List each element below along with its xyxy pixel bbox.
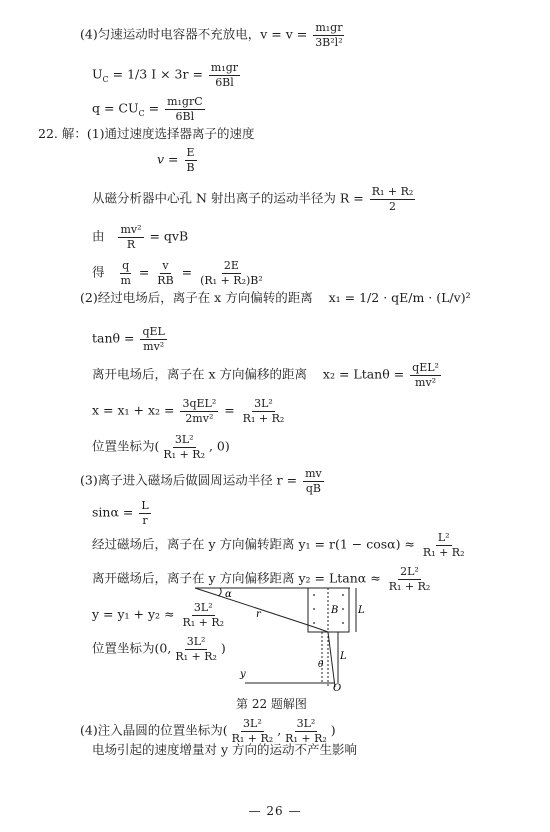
fraction: $\frac{E}{B}$ <box>186 146 195 174</box>
label-r: r <box>256 609 261 620</box>
eq-line-v: v = $\frac{E}{B}$ <box>157 146 195 174</box>
eq-line-qm: 得 $\frac{q}{m}$ = $\frac{v}{RB}$ = $\frac{2E}{\text{(R₁ + R₂)B²}}$ <box>92 259 263 287</box>
fraction: $\frac{\text{3L²}}{\text{R₁ + R₂}}$ <box>242 397 285 425</box>
eq-line-uc: $U_C = 1/3$ I × 3r = $\frac{\text{m₁gr}}{6Bl}$ <box>92 61 239 89</box>
eq-line-velocity <box>80 22 347 48</box>
problem-22-heading: 22. 解：(1)通过速度选择器离子的速度 <box>38 126 255 141</box>
eq-line-coord-1: 位置坐标为( $\frac{\text{3L²}}{\text{R₁ + R₂}}$ , 0) <box>92 433 230 461</box>
label-B: B <box>331 605 339 616</box>
label-O: O <box>333 683 342 693</box>
figure-caption: 第 22 题解图 <box>236 697 307 711</box>
fraction: $\frac{2E}{\text{(R₁ + R₂)B²}}$ <box>200 259 263 287</box>
fraction: $\frac{\text{3L²}}{\text{R₁ + R₂}}$ <box>231 717 274 745</box>
label-L-right: L <box>358 605 365 616</box>
fraction: $\frac{\text{m₁gr}}{\text{3B²l²}}$ <box>315 21 343 49</box>
label-theta: θ <box>318 660 324 670</box>
fraction: $\frac{\text{R₁ + R₂}}{2}$ <box>371 185 414 213</box>
fraction: $\frac{L}{r}$ <box>141 499 149 527</box>
fraction: $\frac{\text{2L²}}{\text{R₁ + R₂}}$ <box>388 565 431 593</box>
label-L-bottom: L <box>340 651 347 662</box>
fraction: $\frac{\text{3L²}}{\text{R₁ + R₂}}$ <box>285 717 327 745</box>
fraction: $\frac{mv}{qB}$ <box>305 467 322 495</box>
fraction: $\frac{v}{RB}$ <box>157 259 174 287</box>
eq-line-tan-theta: tanθ = $\frac{\text{qEL}}{\text{mv²}}$ <box>92 325 165 353</box>
fraction: $\frac{\text{m₁grC}}{6Bl}$ <box>167 95 203 123</box>
fraction: $\frac{\text{m₁gr}}{6Bl}$ <box>210 61 239 89</box>
alpha-arc <box>218 588 221 596</box>
trajectory-diagram <box>190 585 365 693</box>
fraction: $\frac{\text{3L²}}{\text{R₁ + R₂}}$ <box>163 433 205 461</box>
eq-line-x2: 离开电场后，离子在 x 方向偏移的距离 x₂ = Ltanθ = $\frac{\text{qEL²}}{\text{mv²}}$ <box>92 361 439 389</box>
label-alpha: α <box>225 589 232 600</box>
fraction: $\frac{\text{3qEL²}}{\text{2mv²}}$ <box>182 397 217 425</box>
fraction: $\frac{\text{qEL}}{\text{mv²}}$ <box>142 325 165 353</box>
eq-line-sin-alpha: sinα = $\frac{L}{r}$ <box>92 499 149 527</box>
text: (4)匀速运动时电容器不充放电，v = v = <box>80 26 308 42</box>
fraction: $\frac{\text{3L²}}{\text{R₁ + R₂}}$ <box>182 601 225 629</box>
eq-line-q: $q = CU_C$ = $\frac{\text{m₁grC}}{6Bl}$ <box>92 95 203 123</box>
eq-line-y1: 经过磁场后，离子在 y 方向偏转距离 y₁ = r(1 − cosα) ≈ $\frac{\text{L²}}{\text{R₁ + R₂}}$ <box>92 531 465 559</box>
fraction: $\frac{\text{L²}}{\text{R₁ + R₂}}$ <box>422 531 465 559</box>
eq-line-x: x = x₁ + x₂ = $\frac{\text{3qEL²}}{\text{2mv²}}$ = $\frac{\text{3L²}}{\text{R₁ + R₂}}$ <box>92 397 285 425</box>
eq-line-y: y = y₁ + y₂ ≈ $\frac{\text{3L²}}{\text{R₁ + R₂}}$ <box>92 601 225 629</box>
eq-line-radius: 从磁分析器中心孔 N 射出离子的运动半径为 R = $\frac{\text{R₁ + R₂}}{2}$ <box>92 185 414 213</box>
fraction: $\frac{\text{3L²}}{\text{R₁ + R₂}}$ <box>175 635 217 663</box>
eq-line-force: 由 $\frac{\text{mv²}}{R}$ = qvB <box>92 223 189 251</box>
eq-line-y2: 离开磁场后，离子在 y 方向偏移距离 y₂ = Ltanα ≈ $\frac{\text{2L²}}{\text{R₁ + R₂}}$ <box>92 565 431 593</box>
eq-line-r: (3)离子进入磁场后做圆周运动半径 r = $\frac{mv}{qB}$ <box>80 467 322 495</box>
fraction: $\frac{q}{m}$ <box>120 259 131 287</box>
eq-line-wafer-coord: (4)注入晶圆的位置坐标为( $\frac{\text{3L²}}{\text{R₁ + R₂}}$ , $\frac{\text{3L²}}{\text{R₁ + R₂}}$ ) <box>80 717 336 745</box>
eq-line-conclusion: 电场引起的速度增量对 y 方向的运动不产生影响 <box>92 742 358 757</box>
label-y: y <box>240 669 246 680</box>
fraction: $\frac{\text{mv²}}{R}$ <box>120 223 142 251</box>
fraction: $\frac{\text{qEL²}}{\text{mv²}}$ <box>412 361 439 389</box>
deflected-beam <box>328 632 335 687</box>
eq-line-coord-2: 位置坐标为(0, $\frac{\text{3L²}}{\text{R₁ + R₂}}$ ) <box>92 635 226 663</box>
page-number: — 26 — <box>248 804 302 818</box>
eq-line-x1: (2)经过电场后，离子在 x 方向偏转的距离 x₁ = 1/2 · qE/m · (L/v)² <box>80 290 471 305</box>
